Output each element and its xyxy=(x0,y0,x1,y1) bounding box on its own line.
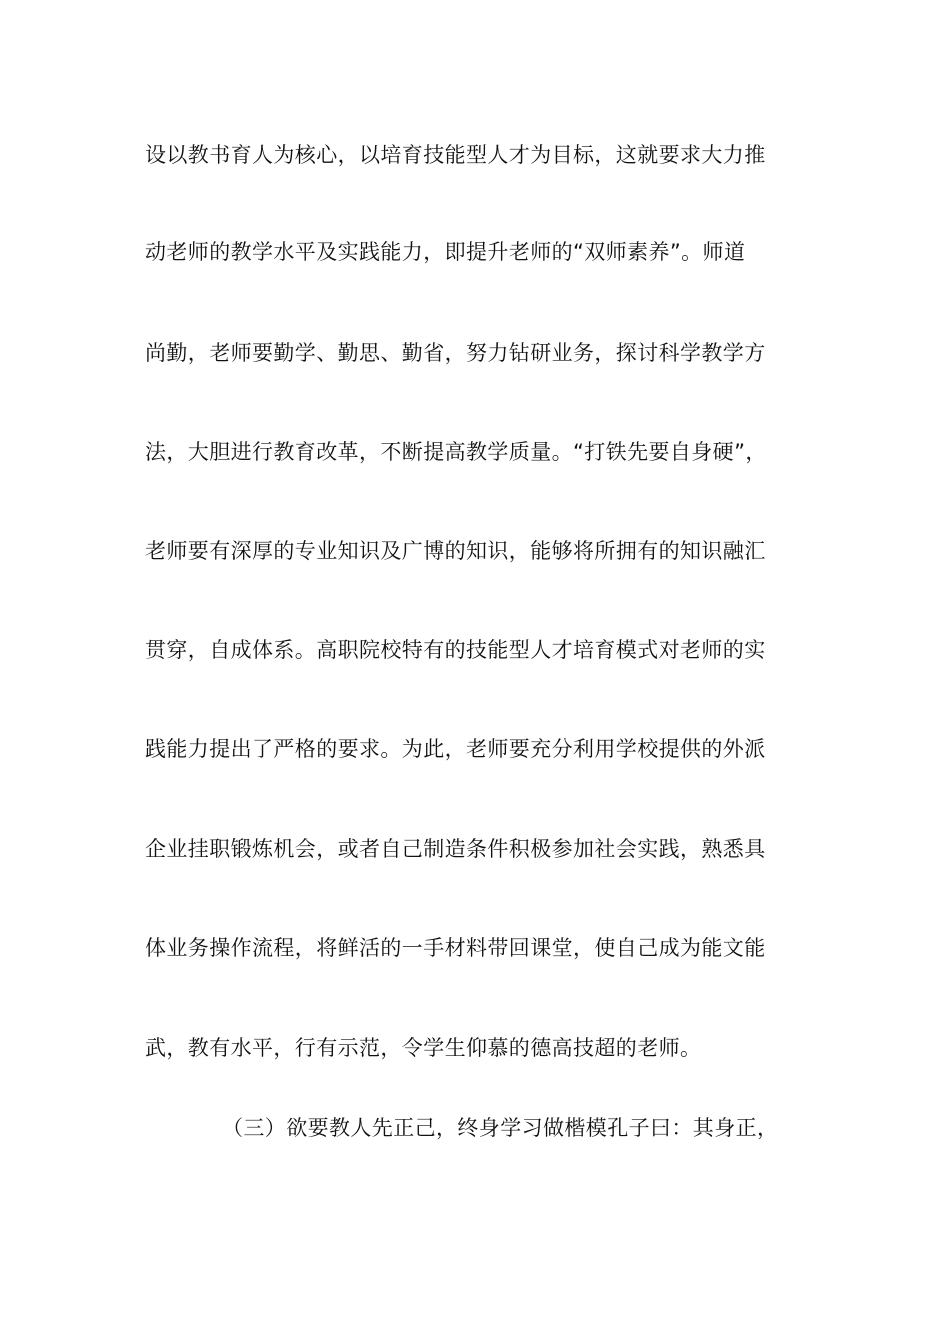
text-line: 体业务操作流程，将鲜活的一手材料带回课堂，使自己成为能文能 xyxy=(145,936,766,960)
text-line: 设以教书育人为核心，以培育技能型人才为目标，这就要求大力推 xyxy=(145,143,766,167)
text-line: 法，大胆进行教育改革，不断提高教学质量。“打铁先要自身硬”， xyxy=(145,440,767,464)
text-line: 尚勤，老师要勤学、勤思、勤省，努力钻研业务，探讨科学教学方 xyxy=(145,341,766,365)
text-line: 践能力提出了严格的要求。为此，老师要充分利用学校提供的外派 xyxy=(145,737,766,761)
text-line: 老师要有深厚的专业知识及广博的知识，能够将所拥有的知识融汇 xyxy=(145,539,766,563)
text-line: 企业挂职锻炼机会，或者自己制造条件积极参加社会实践，熟悉具 xyxy=(145,837,766,861)
text-line: 动老师的教学水平及实践能力，即提升老师的“双师素养”。师道 xyxy=(145,240,746,264)
text-line: 贯穿，自成体系。高职院校特有的技能型人才培育模式对老师的实 xyxy=(145,638,766,662)
section-heading-line: （三）欲要教人先正己，终身学习做楷模孔子曰：其身正， xyxy=(222,1116,779,1140)
text-line: 武，教有水平，行有示范，令学生仰慕的德高技超的老师。 xyxy=(145,1036,702,1060)
